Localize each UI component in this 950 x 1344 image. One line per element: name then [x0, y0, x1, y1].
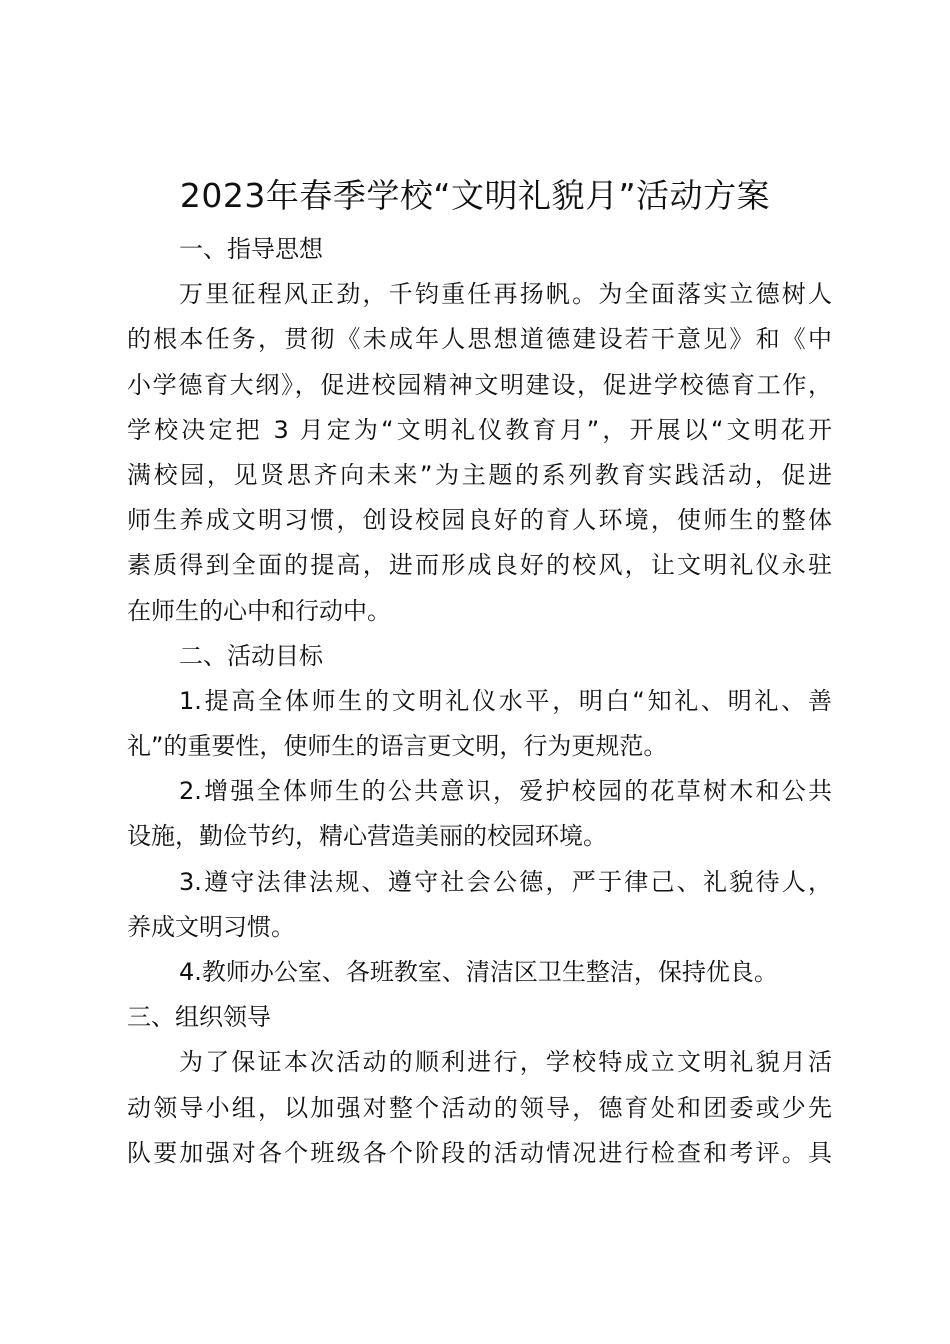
paragraph-line: 为了保证本次活动的顺利进行，学校特成立文明礼貌月活 [179, 1048, 832, 1077]
goal-item-line: 设施，勤俭节约，精心营造美丽的校园环境。 [127, 822, 607, 851]
paragraph-line: 动领导小组，以加强对整个活动的领导，德育处和团委或少先 [127, 1093, 832, 1122]
paragraph-line: 师生养成文明习惯，创设校园良好的育人环境，使师生的整体 [127, 506, 832, 535]
section-heading-activity-goals: 二、活动目标 [179, 641, 323, 670]
goal-item-line: 礼”的重要性，使师生的语言更文明，行为更规范。 [127, 732, 668, 761]
paragraph-line: 满校园，见贤思齐向未来”为主题的系列教育实践活动，促进 [127, 460, 832, 489]
goal-item-line: 4.教师办公室、各班教室、清洁区卫生整洁，保持优良。 [179, 958, 778, 986]
paragraph-line: 队要加强对各个班级各个阶段的活动情况进行检查和考评。具 [127, 1138, 832, 1167]
paragraph-line: 万里征程风正劲，千钧重任再扬帆。为全面落实立德树人 [179, 280, 832, 309]
goal-item-line: 3.遵守法律法规、遵守社会公德，严于律己、礼貌待人， [179, 867, 832, 896]
paragraph-line: 素质得到全面的提高，进而形成良好的校风，让文明礼仪永驻 [127, 551, 832, 580]
document-title: 2023年春季学校“文明礼貌月”活动方案 [179, 176, 771, 215]
section-heading-organization: 三、组织领导 [127, 1003, 271, 1032]
goal-item-line: 养成文明习惯。 [127, 912, 295, 941]
goal-item-line: 2.增强全体师生的公共意识，爱护校园的花草树木和公共 [179, 777, 832, 806]
paragraph-line: 学校决定把 3 月定为“文明礼仪教育月”，开展以“文明花开 [127, 415, 832, 444]
paragraph-line: 在师生的心中和行动中。 [127, 596, 391, 625]
paragraph-line: 小学德育大纲》，促进校园精神文明建设，促进学校德育工作， [127, 370, 832, 399]
document-body [127, 227, 832, 1176]
goal-item-line: 1.提高全体师生的文明礼仪水平，明白“知礼、明礼、善 [179, 686, 832, 715]
paragraph-line: 的根本任务，贯彻《未成年人思想道德建设若干意见》和《中 [127, 325, 832, 354]
section-heading-guiding-ideology: 一、指导思想 [179, 235, 323, 263]
